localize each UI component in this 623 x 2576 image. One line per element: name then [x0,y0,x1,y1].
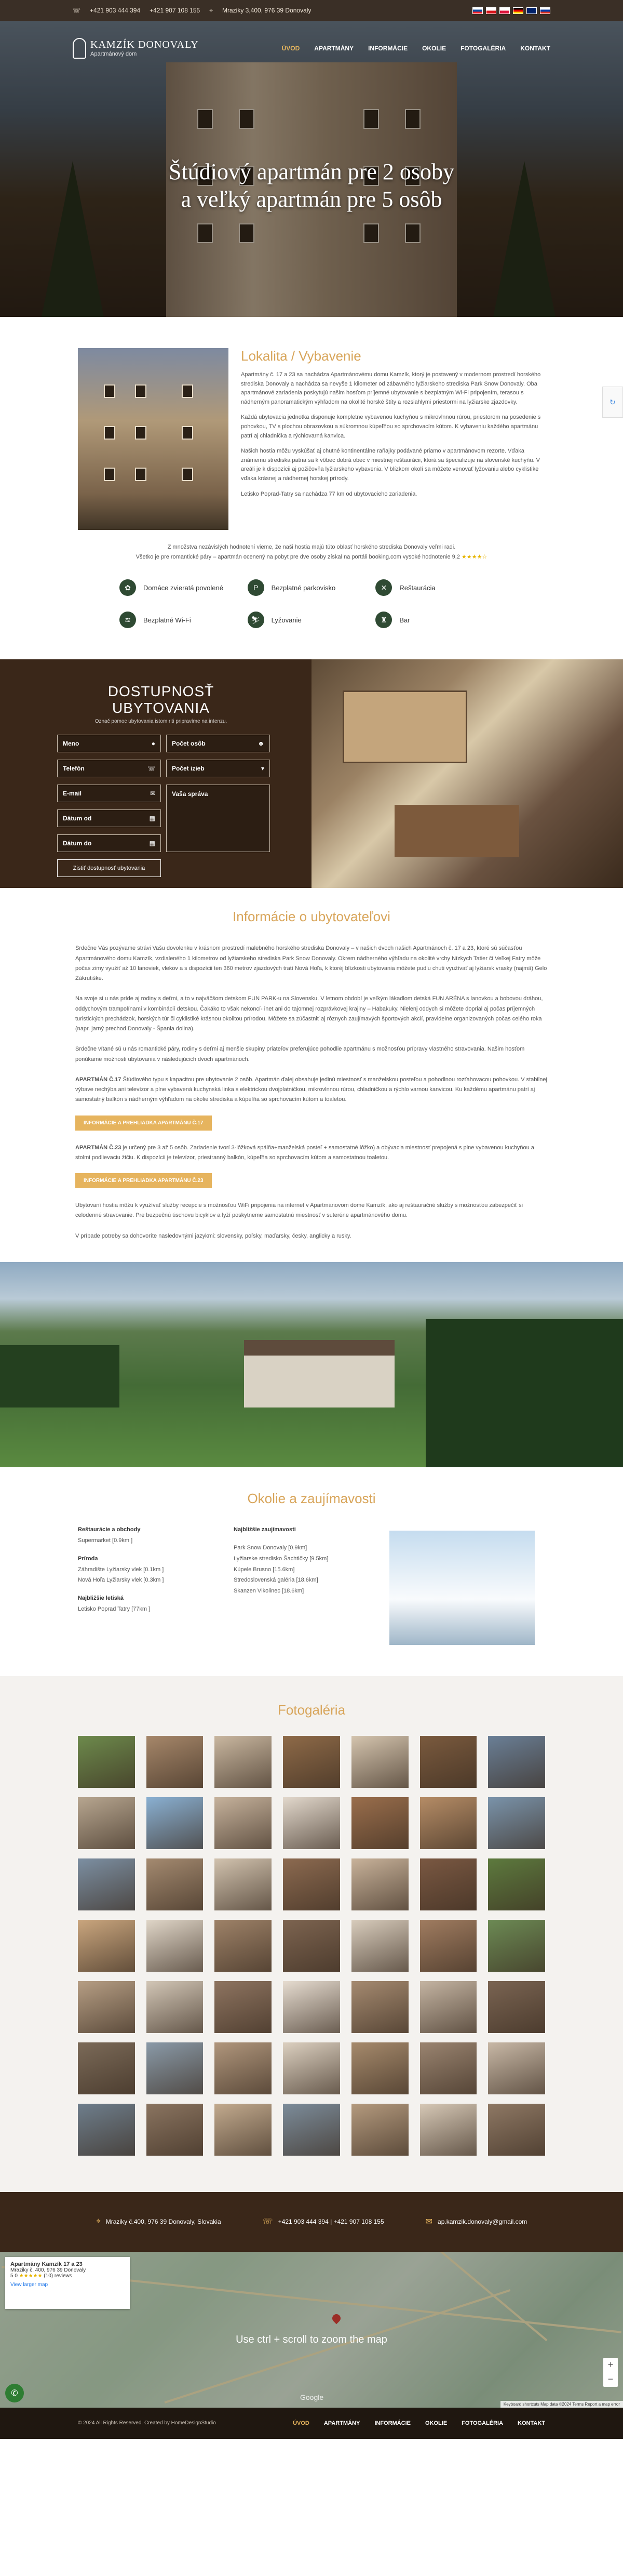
name-field-label: Meno [63,740,79,748]
nearby-item: Supermarket [0.9km ] [78,1537,133,1544]
users-icon: ☻ [258,740,264,748]
gallery-thumbnail[interactable] [214,1981,272,2033]
top-bar [0,0,623,21]
guests-select-label: Počet osôb [172,740,206,748]
gallery-thumbnail[interactable] [214,1858,272,1910]
envelope-icon: ✉ [150,790,155,798]
gallery-thumbnail[interactable] [351,1981,409,2033]
gallery-thumbnail[interactable] [488,1920,545,1972]
amenity-label: Bezplatné parkovisko [271,583,336,592]
ap17-title: APARTMÁN Č.17 [75,1076,121,1083]
nearby-category-title: Najbližšie letiská [78,1595,124,1602]
location-pin-icon: ⌖ [96,2217,101,2226]
ap23-title: APARTMÁN Č.23 [75,1144,121,1151]
hero-title-line-1: Štúdiový apartmán pre 2 osoby [169,159,454,184]
map-place-address: Mraziky č. 400, 976 39 Donovaly [10,2267,86,2273]
ap17-text: Štúdiového typu s kapacitou pre ubytovanie 2 osôb. Apartmán ďalej obsahuje jedinú miestnosť s manželskou posteľou a pohodlnou rozťahovacou pohovkou. V stabilnej výbave nechýba ani televízor a plne vybavená kuchynská linka s elektrickou dvojplatničkou, mikrovlnnou rúrou, chladničkou a rýchlo varnou kanvicou. Ku každému apartmánu patrí aj samostatný balkón s nádherným výhľadom na okolie strediska a kúpeľňa so sprchovacím kútom a toaletou. [75,1076,547,1103]
flag-cz-icon[interactable] [486,7,496,14]
gallery-thumbnail[interactable] [283,1797,340,1849]
nearby-section [0,1467,623,1676]
gallery-section [0,1676,623,2192]
phone-link-1[interactable]: +421 903 444 394 [90,7,141,14]
top-address: Mraziky 3,400, 976 39 Donovaly [222,7,312,14]
logo-title: KAMZÍK DONOVALY [90,39,199,50]
amenity-item [248,579,376,596]
amenity-item [119,579,248,596]
gallery-thumbnail[interactable] [420,1858,477,1910]
footer [0,2408,623,2439]
date-to-field[interactable] [57,834,161,852]
gallery-thumbnail[interactable] [214,1797,272,1849]
map-terms[interactable]: Keyboard shortcuts Map data ©2024 Terms Report a map error [500,2401,623,2408]
main-nav [0,21,623,75]
gallery-thumbnail[interactable] [146,1920,204,1972]
gallery-thumbnail[interactable] [420,1736,477,1788]
map-stars-icon: ★★★★★ [19,2273,43,2279]
gallery-thumbnail[interactable] [78,2104,135,2156]
wifi-icon: ≋ [119,612,136,628]
gallery-heading: Fotogaléria [277,1702,346,1718]
gallery-thumbnail[interactable] [283,1981,340,2033]
gallery-thumbnail[interactable] [78,1797,135,1849]
map-rating: 5.0 [10,2273,18,2279]
info-paragraph-2: Na svoje si u nás príde aj rodiny s deťmi, a to v najväčšom detskom FUN PARK-u na Slovensku. V letnom období je veľkým lákadlom detská FUN ARÉNA s lanovkou a bobovou dráhou, oddychovým trampolínami v kombinácií detskou. Čakáko to však nekoncí- inet ani do tajomnej rozprávkovej krajiny – Habakuky. Nielenj oddych si môžete doprial aj počas príjemných turistických prechádzok, horských túr či cyklistiké krásnou okolitou prírodou. Môžete sa zúčastniť aj rôznych zaujímavých športových akcií, pravidelne organizovaných počas celého roka (napr. jarný prechod Donovaly - Špania dolina). [75,995,543,1032]
gallery-thumbnail[interactable] [146,1858,204,1910]
availability-form [0,659,312,888]
ski-icon: ⛷ [248,612,264,628]
gallery-thumbnail[interactable] [351,1736,409,1788]
nearby-category-title: Príroda [78,1555,98,1562]
gallery-thumbnail[interactable] [351,1920,409,1972]
restaurant-icon: ✕ [375,579,392,596]
location-heading: Lokalita / Vybavenie [241,348,361,364]
gallery-thumbnail[interactable] [351,2042,409,2094]
check-availability-button[interactable]: Zistiť dostupnosť ubytovania [57,859,161,877]
nav-menu [282,45,550,52]
info-section [0,888,623,1241]
parking-icon: P [248,579,264,596]
rooms-select-label: Počet izieb [172,765,205,773]
contact-email[interactable]: ap.kamzik.donovaly@gmail.com [438,2218,527,2226]
flag-sk-icon[interactable] [472,7,483,14]
recaptcha-badge-icon[interactable]: ↻ [602,387,623,418]
gallery-thumbnail[interactable] [420,1797,477,1849]
gallery-thumbnail[interactable] [420,2104,477,2156]
nearby-item: Kúpele Brusno [15.6km] [234,1566,295,1573]
footer-item-informacie[interactable]: INFORMÁCIE [374,2420,411,2426]
recommendation-line-2: Všetko je pre romantické páry – apartmán ocenený na pobyt pre dve osoby získal na portáli booking.com vysoké hodnotenie 9,2 [136,553,460,560]
phone-link-2[interactable]: +421 907 108 155 [150,7,200,14]
nearby-column-2 [234,1524,369,1645]
chamois-logo-icon [73,38,86,59]
amenity-label: Lyžovanie [271,616,302,624]
gallery-thumbnail[interactable] [146,1797,204,1849]
location-section [0,317,623,530]
footer-item-okolie[interactable]: OKOLIE [425,2420,448,2426]
date-to-label: Dátum do [63,840,92,847]
gallery-thumbnail[interactable] [78,1736,135,1788]
nearby-item: Stredoslovenská galéria [18.6km] [234,1577,318,1584]
footer-item-apartmany[interactable]: APARTMÁNY [323,2420,360,2426]
nav-item-fotogaleria[interactable]: FOTOGALÉRIA [461,44,506,52]
nearby-item: Letisko Poprad Tatry [77km ] [78,1606,151,1613]
gallery-thumbnail[interactable] [214,1920,272,1972]
gallery-thumbnail[interactable] [214,2042,272,2094]
contact-bar [0,2192,623,2252]
ap23-details-button[interactable]: INFORMÁCIE A PREHLIADKA APARTMÁNU Č.23 [75,1173,212,1188]
gallery-thumbnail[interactable] [146,1981,204,2033]
building-photo [78,348,228,530]
nearby-item: Skanzen Vlkolinec [18.6km] [234,1588,304,1595]
amenity-label: Bar [399,616,410,624]
nav-item-apartmany[interactable]: APARTMÁNY [314,44,354,52]
hero-title-line-2: a veľký apartmán pre 5 osôb [181,186,442,212]
gallery-thumbnail[interactable] [283,2104,340,2156]
nav-item-kontakt[interactable]: KONTAKT [520,44,550,52]
gallery-thumbnail[interactable] [78,1920,135,1972]
flag-gb-icon[interactable] [526,7,537,14]
amenity-label: Bezplatné Wi-Fi [143,616,191,624]
gallery-thumbnail[interactable] [214,2104,272,2156]
gallery-grid [78,1736,545,2156]
gallery-thumbnail[interactable] [283,1736,340,1788]
bar-icon: ♜ [375,612,392,628]
zoom-out-icon[interactable]: − [607,2374,614,2385]
apartment-interior-photo [312,659,623,888]
phone-field-label: Telefón [63,765,85,773]
nearby-item: Záhradište Lyžiarsky vlek [0.1km ] [78,1566,164,1573]
gallery-thumbnail[interactable] [283,1920,340,1972]
user-icon: ● [151,740,155,748]
nearby-item: Park Snow Donovaly [0.9km] [234,1544,307,1551]
location-text [241,348,545,530]
gallery-thumbnail[interactable] [283,2042,340,2094]
message-label: Vaša správa [172,790,208,798]
chevron-down-icon: ▾ [261,765,264,773]
info-paragraph-services: Ubytovaní hostia môžu k využívať služby recepcie s možnosťou WiFi pripojenia na internet v Apartmánovom dome Kamzík, ako aj reštauračné služby s možnosťou zabezpečiť si celodenné stravovanie. Pre bezpečnú úschovu bicyklov a lyží poskytneme samostatnú miestnosť v suteréne apartmánového domu. [75,1202,523,1219]
info-paragraph-3: Srdečne vítané sú u nás romantické páry, rodiny s deťmi aj menšie skupiny priateľov preferujúce pohodlie apartmánu s možnosťou prípravy vlastného stravovania. Našim hosťom ponúkame možnosti ubytovania v následujúcich dvoch apartmánoch. [75,1046,525,1063]
location-icon: ⌖ [209,6,213,14]
ap23-text: je určený pre 3 až 5 osôb. Zariadenie tvorí 3-lôžková spálňa+manželská posteľ + samostatné lôžko) a obývacia miestnosť prepojená s plne vybavenou kuchyňou a stolmi podlievaciu žičiu. K dispozícii je televízor, priestranný balkón, kúpeľňa so sprchovacím kútom a samostatnou toaletou. [75,1144,534,1161]
nav-item-okolie[interactable]: OKOLIE [422,44,446,52]
hero-title [0,158,623,214]
gallery-thumbnail[interactable] [214,1736,272,1788]
recommendation [0,542,623,562]
logo-subtitle: Apartmánový dom [90,51,137,57]
email-field[interactable] [57,785,161,802]
gallery-thumbnail[interactable] [78,1858,135,1910]
ap17-details-button[interactable]: INFORMÁCIE A PREHLIADKA APARTMÁNU Č.17 [75,1116,212,1131]
google-logo: Google [300,2393,324,2401]
amenity-label: Domáce zvieratá povolené [143,583,223,592]
nav-item-informacie[interactable]: INFORMÁCIE [368,44,408,52]
nearby-item: Nová Hoľa Lyžiarsky vlek [0.3km ] [78,1577,164,1584]
gallery-thumbnail[interactable] [351,1858,409,1910]
availability-section [0,659,623,888]
availability-subtitle: Označ pomoc ubytovania istom riti pripravíme na intenzu. [94,719,227,725]
nearby-item: Lyžiarske stredisko Šachtičky [9.5km] [234,1555,329,1562]
aerial-photo [0,1262,623,1467]
info-paragraph-ap17 [75,1075,548,1105]
nav-item-uvod[interactable]: ÚVOD [281,44,300,52]
gallery-thumbnail[interactable] [283,1858,340,1910]
gallery-thumbnail[interactable] [488,2104,545,2156]
flag-ru-icon[interactable] [540,7,550,14]
phone-icon: ☏ [73,7,81,14]
amenities-grid [0,562,623,659]
calendar-icon: ▦ [149,840,155,847]
phone-field[interactable] [57,760,161,777]
contact-phones[interactable]: +421 903 444 394 | +421 907 108 155 [278,2218,384,2226]
map-zoom-controls [603,2358,618,2387]
gallery-thumbnail[interactable] [488,2042,545,2094]
amenity-item [375,579,504,596]
message-textarea[interactable] [166,785,270,852]
gallery-thumbnail[interactable] [146,2042,204,2094]
date-from-field[interactable] [57,809,161,827]
guests-select[interactable] [166,735,270,752]
gallery-thumbnail[interactable] [488,1797,545,1849]
email-field-label: E-mail [63,790,82,798]
map-zoom-hint: Use ctrl + scroll to zoom the map [236,2333,387,2345]
gallery-thumbnail[interactable] [351,2104,409,2156]
nearby-heading: Okolie a zaujímavosti [247,1490,376,1506]
recommendation-line-1: Z množstva nezávislých hodnotení vieme, že naši hostia majú túto oblasť horského strediska Donovaly veľmi radi. [167,544,456,550]
calendar-icon: ▦ [149,815,155,822]
amenity-item [375,612,504,628]
map-reviews[interactable]: (10) reviews [44,2273,72,2279]
rating-stars-icon: ★★★★☆ [462,553,487,560]
amenity-item [248,612,376,628]
nearby-category-title: Reštaurácie a obchody [78,1526,141,1533]
view-larger-map-link[interactable]: View larger map [10,2281,48,2288]
flag-de-icon[interactable] [513,7,523,14]
location-paragraph-1: Apartmány č. 17 a 23 sa nachádza Apartmánovému domu Kamzík, ktorý je postavený v modernom prostredí horského strediska Donovaly a nachádza sa nevyše 1 kilometer od zábavného lyžiarskeho strediska Park Snow Donovaly. Oba apartmánové zariadenia poskytujú našim hosťom príjemné ubytovanie s bezplatným Wi-Fi pripojením, terasou s nádherným panoramatickým výhľadom na okolité horské štíty a rozsiahlymi priestormi na lyžiarske zjazdovky. [241,371,541,405]
gallery-thumbnail[interactable] [488,1858,545,1910]
name-field[interactable] [57,735,161,752]
info-paragraph-1: Srdečne Vás pozývame strávi Vašu dovolenku v krásnom prostredí malebného horského strediska Donovaly – v našich dvoch našich Apartmánoch č. 17 a 23, ktoré sú súčasťou Apartmánového domu Kamzík, vzdialeného 1 kilometrov od lyžiarskeho strediska Park Snow Donovaly. Okrem nádherného výhľadu na okolité vrchy Nízkych Tatier či Veľkej Fatry môže počas zimy využiť až 10 lanoviek, vlekov a s dispozícii ten 360 metrov zjazdových tratí Nová Hoľa, k ktoréj blízkosti ubytovania môžete pudlu chuti využívať aj lyžiarsk vrasky (najmä) Gelo Zákrutiške. [75,945,547,982]
footer-menu [293,2420,545,2426]
rooms-select[interactable] [166,760,270,777]
copyright: © 2024 All Rights Reserved. Created by HomeDesignStudio [78,2420,216,2426]
info-paragraph-ap23 [75,1143,548,1163]
gallery-thumbnail[interactable] [78,2042,135,2094]
hero-banner [0,21,623,317]
footer-item-uvod[interactable]: ÚVOD [293,2420,309,2426]
phone-icon: ☏ [262,2218,273,2227]
flag-pl-icon[interactable] [499,7,510,14]
info-paragraph-languages: V prípade potreby sa dohovoríte nasledovnými jazykmi: slovensky, poľsky, maďarsky, česky, anglicky a rusky. [75,1232,351,1239]
ski-slope-photo [389,1531,535,1645]
availability-title: DOSTUPNOSŤ UBYTOVANIA [107,683,214,716]
site-logo[interactable] [73,38,199,59]
gallery-thumbnail[interactable] [420,1981,477,2033]
location-paragraph-4: Letisko Poprad-Tatry sa nachádza 77 km od ubytovacieho zariadenia. [241,490,417,497]
map-place-card [5,2257,130,2309]
amenity-label: Reštaurácia [399,583,436,592]
phone-icon: ☏ [147,765,155,773]
zoom-in-icon[interactable]: + [607,2359,614,2370]
gallery-thumbnail[interactable] [488,1736,545,1788]
footer-item-kontakt[interactable]: KONTAKT [518,2420,545,2426]
footer-item-fotogaleria[interactable]: FOTOGALÉRIA [462,2420,504,2426]
gallery-thumbnail[interactable] [146,1736,204,1788]
paw-icon: ✿ [119,579,136,596]
gallery-thumbnail[interactable] [488,1981,545,2033]
gallery-thumbnail[interactable] [146,2104,204,2156]
map-place-name: Apartmány Kamzík 17 a 23 [10,2261,83,2267]
location-paragraph-2: Každá ubytovacia jednotka disponuje kompletne vybavenou kuchyňou s mikrovlnnou rúrou, priestorom na posedenie s pohovkou, TV s plochou obrazovkou a súkromnou kúpeľňou so sprchovacím kútom. K vybaveniu každého apartmánu patrí aj chladnička a rýchlovarná kanvica. [241,414,541,439]
location-paragraph-3: Našich hostia môžu vyskúšať aj chutné kontinentálne raňajky podávané priamo v apartmánovom rezorte. Vďaka známemu strediska patria sa k vôbec dobrá obec v miestnej reštaurácii, ktorá sa špecializuje na slovenské kuchyňu. V areáli je k dispozícii aj požičovňa lyžiarskeho vybavenia. V blízkom okolí sa môžete venovať lyžovaniu alebo cyklistike vďaka krásnej a nádhernej horskej prírody. [241,448,540,482]
nearby-category-title: Najbližšie zaujímavosti [234,1526,296,1533]
top-contacts [73,7,311,15]
date-from-label: Dátum od [63,815,92,822]
gallery-thumbnail[interactable] [420,1920,477,1972]
whatsapp-icon[interactable]: ✆ [5,2384,24,2402]
gallery-thumbnail[interactable] [351,1797,409,1849]
amenity-item [119,612,248,628]
gallery-thumbnail[interactable] [78,1981,135,2033]
gallery-thumbnail[interactable] [420,2042,477,2094]
envelope-icon: ✉ [425,2218,433,2227]
contact-address: Mraziky č.400, 976 39 Donovaly, Slovakia [105,2218,221,2226]
google-map[interactable] [0,2252,623,2408]
nearby-column-1 [78,1524,213,1645]
language-switcher [472,7,550,14]
info-heading: Informácie o ubytovateľovi [233,909,390,925]
